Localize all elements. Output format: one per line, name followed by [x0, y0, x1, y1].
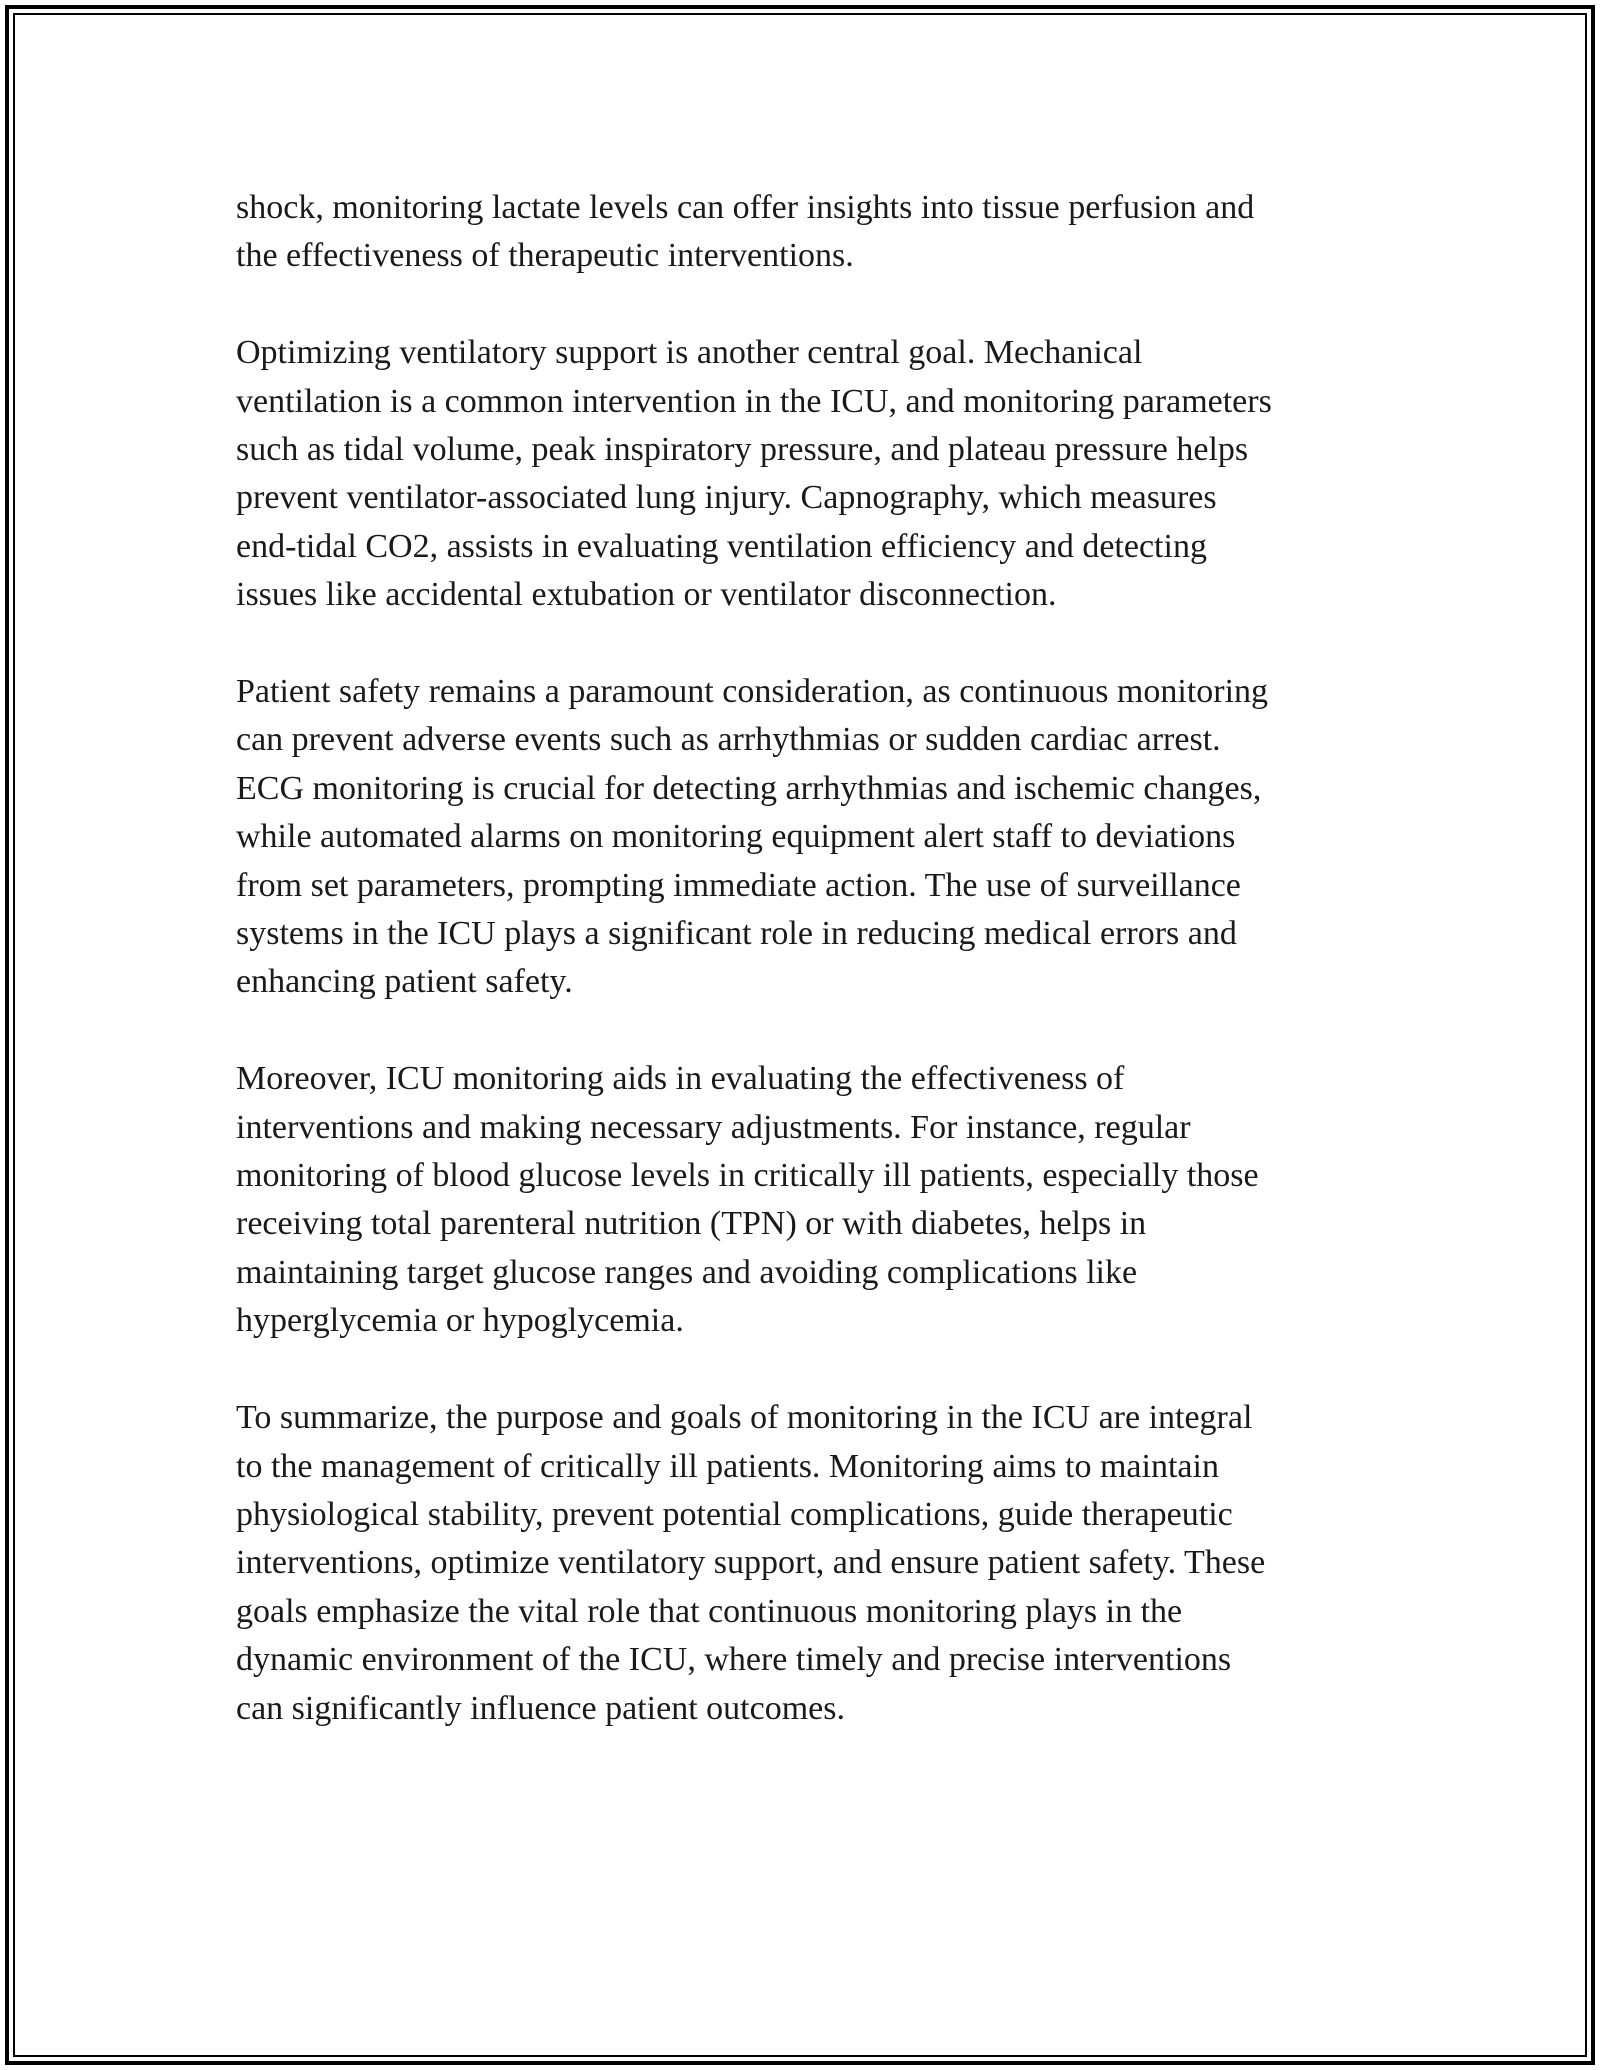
text-line: end-tidal CO2, assists in evaluating ventilation efficiency and detecting [236, 527, 1207, 565]
text-line: can prevent adverse events such as arrhythmias or sudden cardiac arrest. [236, 721, 1221, 759]
text-line: ECG monitoring is crucial for detecting arrhythmias and ischemic changes, [236, 769, 1262, 807]
text-line: can significantly influence patient outcomes. [236, 1689, 845, 1727]
text-line: goals emphasize the vital role that continuous monitoring plays in the [236, 1592, 1183, 1630]
text-line: Optimizing ventilatory support is another central goal. Mechanical [236, 334, 1143, 372]
paragraph-evaluating-interventions [236, 1055, 1366, 1345]
text-line: To summarize, the purpose and goals of monitoring in the ICU are integral [236, 1399, 1253, 1437]
paragraph-summary [236, 1394, 1366, 1733]
text-line: prevent ventilator-associated lung injury. Capnography, which measures [236, 479, 1217, 517]
text-line: physiological stability, prevent potential complications, guide therapeutic [236, 1495, 1233, 1533]
text-line: enhancing patient safety. [236, 963, 573, 1001]
text-line: systems in the ICU plays a significant role in reducing medical errors and [236, 915, 1237, 953]
text-line: interventions and making necessary adjustments. For instance, regular [236, 1108, 1191, 1146]
text-line: receiving total parenteral nutrition (TPN) or with diabetes, helps in [236, 1205, 1147, 1243]
text-line: to the management of critically ill patients. Monitoring aims to maintain [236, 1447, 1219, 1485]
text-line: Moreover, ICU monitoring aids in evaluating the effectiveness of [236, 1060, 1125, 1098]
text-line: Patient safety remains a paramount consideration, as continuous monitoring [236, 673, 1269, 711]
text-line: from set parameters, prompting immediate action. The use of surveillance [236, 866, 1241, 904]
text-line: hyperglycemia or hypoglycemia. [236, 1302, 684, 1340]
text-line: maintaining target glucose ranges and avoiding complications like [236, 1253, 1138, 1291]
text-line: ventilation is a common intervention in the ICU, and monitoring parameters [236, 382, 1272, 420]
text-line: interventions, optimize ventilatory support, and ensure patient safety. These [236, 1544, 1266, 1582]
text-line: monitoring of blood glucose levels in critically ill patients, especially those [236, 1157, 1259, 1195]
text-line: dynamic environment of the ICU, where timely and precise interventions [236, 1641, 1232, 1679]
text-line: such as tidal volume, peak inspiratory pressure, and plateau pressure helps [236, 431, 1249, 469]
text-line: while automated alarms on monitoring equipment alert staff to deviations [236, 818, 1236, 856]
text-line: shock, monitoring lactate levels can offer insights into tissue perfusion and [236, 189, 1255, 226]
text-line: issues like accidental extubation or ventilator disconnection. [236, 576, 1057, 614]
document-body [236, 184, 1366, 1781]
text-line: the effectiveness of therapeutic interventions. [236, 237, 854, 275]
paragraph-ventilatory-support [236, 329, 1366, 619]
paragraph-lactate [236, 184, 1366, 281]
paragraph-patient-safety [236, 668, 1366, 1007]
